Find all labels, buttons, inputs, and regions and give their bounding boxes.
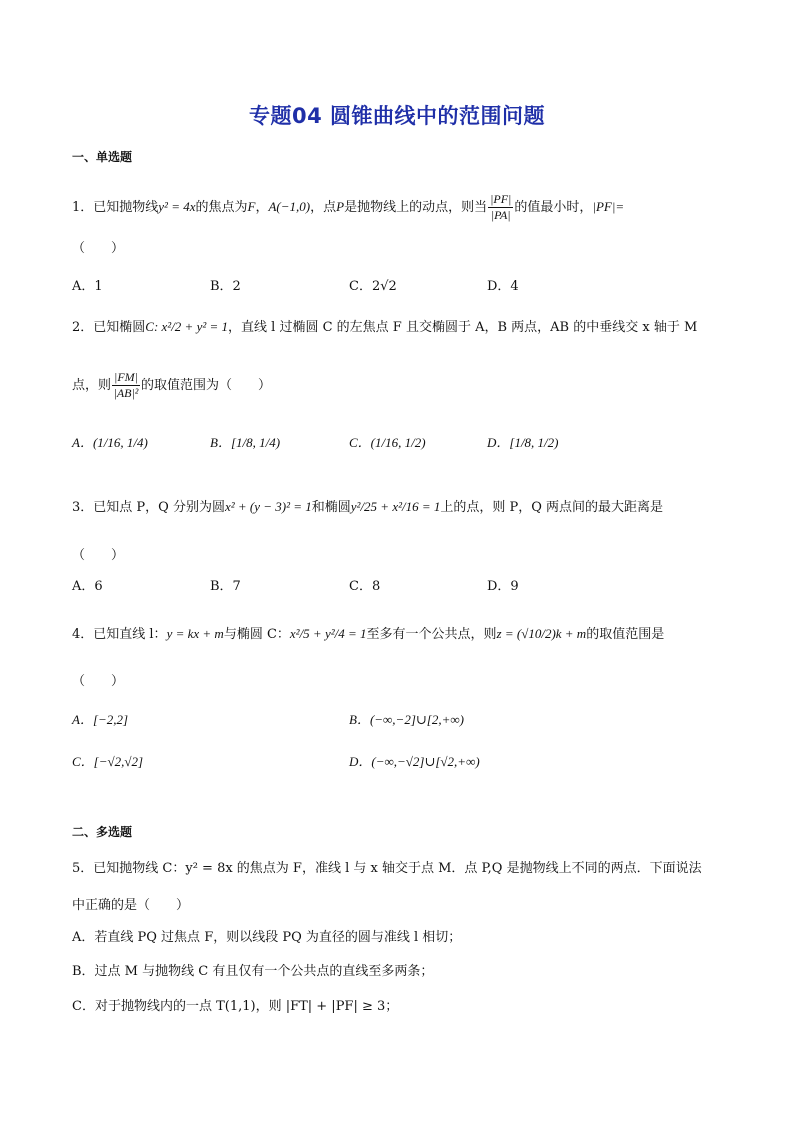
document-title: 专题04 圆锥曲线中的范围问题 bbox=[248, 104, 546, 128]
q1-option-a[interactable]: A．1 bbox=[72, 279, 103, 294]
q1-option-d[interactable]: D．4 bbox=[487, 279, 519, 294]
q2-ellipse-eq: C: x²/2 + y² = 1 bbox=[145, 319, 229, 334]
q3-option-c[interactable]: C．8 bbox=[349, 579, 381, 594]
q2-option-d[interactable]: D．[1/8, 1/2) bbox=[487, 435, 559, 450]
q1-parabola-eq: y² = 4x bbox=[158, 199, 196, 214]
q4-z-expr: z = (√10/2)k + m bbox=[496, 626, 587, 641]
q3-circle-eq: x² + (y − 3)² = 1 bbox=[224, 499, 312, 514]
section-multiple-choice: 二、多选题 bbox=[72, 825, 133, 839]
question-5: 5．已知抛物线 C：y² = 8x 的焦点为 F，准线 l 与 x 轴交于点 M．点 P,Q 是抛物线上不同的两点．下面说法 bbox=[72, 861, 702, 876]
q2-option-c[interactable]: C．(1/16, 1/2) bbox=[349, 435, 426, 450]
question-1: 1．已知抛物线y² = 4x的焦点为F，A(−1,0)，点P是抛物线上的动点，则当 $\frac{|PF|}{|PA|}$ 的值最小时，|PF|= bbox=[72, 192, 625, 222]
q4-option-b[interactable]: B．(−∞,−2]∪[2,+∞) bbox=[349, 712, 464, 727]
q4-option-c[interactable]: C．[−√2,√2] bbox=[72, 754, 144, 769]
q4-option-a[interactable]: A．[−2,2] bbox=[72, 712, 129, 727]
q5-option-c[interactable]: C．对于抛物线内的一点 T(1,1)，则 |FT| + |PF| ≥ 3； bbox=[72, 999, 399, 1014]
q4-ellipse-eq: x²/5 + y²/4 = 1 bbox=[289, 626, 367, 641]
q3-option-b[interactable]: B．7 bbox=[210, 579, 241, 594]
q5-option-b[interactable]: B．过点 M 与抛物线 C 有且仅有一个公共点的直线至多两条； bbox=[72, 964, 434, 979]
q2-option-b[interactable]: B．[1/8, 1/4) bbox=[210, 435, 281, 450]
q3-answer-paren: （ ） bbox=[72, 548, 125, 563]
q4-answer-paren: （ ） bbox=[72, 674, 125, 689]
q2-fraction: $\frac{|FM|}{\text{|AB|²}}$ bbox=[113, 370, 139, 400]
question-3: 3．已知点 P，Q 分别为圆x² + (y − 3)² = 1和椭圆y²/25 + x²/16 = 1上的点，则 P，Q 两点间的最大距离是 bbox=[72, 499, 664, 515]
question-4: 4．已知直线 l：y = kx + m与椭圆 C：x²/5 + y²/4 = 1至多有一个公共点，则z = (√10/2)k + m的取值范围是 bbox=[72, 626, 665, 642]
q1-option-b[interactable]: B．2 bbox=[210, 279, 241, 294]
q3-option-a[interactable]: A．6 bbox=[72, 579, 103, 594]
q4-option-d[interactable]: D．(−∞,−√2]∪[√2,+∞) bbox=[349, 754, 480, 769]
q1-option-c[interactable]: C．2√2 bbox=[349, 279, 397, 294]
question-2-cont: 点，则 $\frac{|FM|}{\text{|AB|²}}$ 的取值范围为（ ） bbox=[72, 370, 271, 400]
section-single-choice: 一、单选题 bbox=[72, 150, 133, 164]
q1-fraction: $\frac{|PF|}{|PA|}$ bbox=[490, 192, 512, 222]
q1-point-a: A(−1,0) bbox=[268, 199, 311, 214]
q2-option-a[interactable]: A．(1/16, 1/4) bbox=[72, 435, 148, 450]
question-5-cont: 中正确的是（ ） bbox=[72, 898, 190, 913]
question-2: 2．已知椭圆C: x²/2 + y² = 1，直线 l 过椭圆 C 的左焦点 F 且交椭圆于 A，B 两点，AB 的中垂线交 x 轴于 M bbox=[72, 319, 698, 335]
q3-ellipse-eq: y²/25 + x²/16 = 1 bbox=[350, 499, 441, 514]
q3-option-d[interactable]: D．9 bbox=[487, 579, 519, 594]
q1-answer-paren: （ ） bbox=[72, 241, 125, 256]
q5-option-a[interactable]: A．若直线 PQ 过焦点 F，则以线段 PQ 为直径的圆与准线 l 相切； bbox=[72, 930, 462, 945]
q4-line-eq: y = kx + m bbox=[166, 626, 224, 641]
